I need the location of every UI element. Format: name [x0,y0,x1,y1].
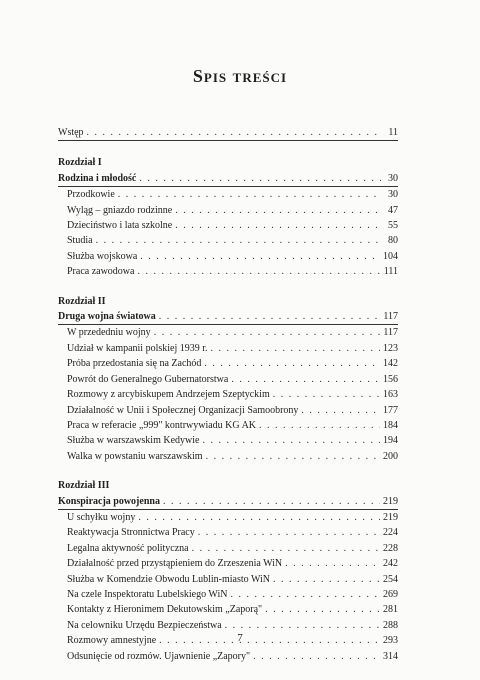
toc-subentry[interactable] [58,433,398,448]
dot-leader [259,418,380,433]
toc-subentry[interactable] [58,249,398,264]
toc-subentry[interactable] [58,525,398,540]
toc-entry-intro[interactable] [58,125,398,141]
toc-entry-page: 177 [383,404,398,416]
toc-subentry[interactable] [58,203,398,218]
dot-leader [192,541,380,556]
toc-entry-label: Legalna aktywność polityczna [67,542,189,554]
toc-entry-label: Konspiracja powojenna [58,495,160,507]
dot-leader [253,649,380,664]
toc-entry-label: Wstęp [58,127,84,138]
toc-entry-label: Praca zawodowa [67,266,135,278]
toc-entry-label: Służba wojskowa [67,250,138,262]
toc-entry-page: 11 [388,127,398,138]
toc-entry-page: 269 [383,588,398,600]
toc-entry-label: Rozmowy z arcybiskupem Andrzejem Szeptyckim [67,389,270,401]
toc-subentry[interactable] [58,418,398,433]
toc-entry-page: 254 [383,573,398,585]
toc-entry-label: Służba w warszawskim Kedywie [67,435,200,447]
dot-leader [137,264,380,279]
chapter-heading: Rozdział II [58,295,106,307]
toc-entry-page: 224 [383,527,398,539]
toc-entry-label: Kontakty z Hieronimem Dekutowskim „Zaporą" [67,604,263,616]
toc-entry-label: Udział w kampanii polskiej 1939 r. [67,342,208,354]
dot-leader [140,249,380,264]
dot-leader [211,341,380,356]
toc-subentry[interactable] [58,587,398,602]
toc-subentry[interactable] [58,218,398,233]
toc-entry-label: Studia [67,235,93,247]
toc-subentry[interactable] [58,449,398,464]
dot-leader [230,587,380,602]
toc-subentry[interactable] [58,387,398,402]
toc-chapter-entry[interactable] [58,494,398,510]
toc-subentry[interactable] [58,618,398,633]
toc-entry-page: 80 [388,235,398,247]
toc-entry-page: 288 [383,619,398,631]
toc-chapter-entry[interactable] [58,171,398,187]
toc-subentry[interactable] [58,233,398,248]
toc-entry-page: 55 [388,220,398,232]
toc-entry-page: 194 [383,435,398,447]
page-number: 7 [237,632,243,644]
toc-entry-page: 293 [383,635,398,647]
toc-entry-label: Walka w powstaniu warszawskim [67,450,203,462]
toc-entry-page: 163 [383,389,398,401]
dot-leader [175,203,381,218]
toc-entry-page: 47 [388,204,398,216]
dot-leader [154,325,381,340]
dot-leader [225,618,380,633]
toc-entry-page: 111 [383,266,398,278]
page-title: Spis treści [192,66,288,86]
toc-entry-label: Próba przedostania się na Zachód [67,358,202,370]
dot-leader [175,218,381,233]
toc-sections [58,155,398,664]
dot-leader [301,403,380,418]
toc-subentry[interactable] [58,264,398,279]
toc-entry-page: 219 [383,495,398,507]
toc-entry-page: 281 [383,604,398,616]
toc-entry-page: 30 [388,189,398,201]
toc-entry-page: 228 [383,542,398,554]
toc-entry-label: Rodzina i młodość [58,172,137,184]
toc-entry-label: Wyląg – gniazdo rodzinne [67,204,173,216]
dot-leader [87,125,381,140]
toc-subentry[interactable] [58,649,398,664]
chapter-heading: Rozdział I [58,157,102,169]
dot-leader [204,356,380,371]
dot-leader [206,449,380,464]
toc-entry-page: 30 [388,172,398,184]
toc-entry-page: 314 [383,650,398,662]
dot-leader [231,372,380,387]
dot-leader [163,494,380,509]
toc-entry-label: Na celowniku Urzędu Bezpieczeństwa [67,619,222,631]
toc-entry-page: 142 [383,358,398,370]
toc-subentry[interactable] [58,602,398,617]
toc-entry-label: Działalność przed przystąpieniem do Zrzeszenia WiN [67,558,283,570]
table-of-contents [58,125,398,664]
toc-subentry[interactable] [58,356,398,371]
toc-entry-label: Dzieciństwo i lata szkolne [67,220,173,232]
toc-subentry[interactable] [58,556,398,571]
toc-subentry[interactable] [58,541,398,556]
dot-leader [202,433,380,448]
toc-entry-page: 117 [383,327,398,339]
toc-entry-label: Działalność w Unii i Społecznej Organizacji Samoobrony [67,404,299,416]
dot-leader [96,233,381,248]
dot-leader [273,387,380,402]
toc-subentry[interactable] [58,341,398,356]
toc-subentry[interactable] [58,510,398,525]
toc-entry-page: 184 [383,419,398,431]
toc-entry-page: 219 [383,511,398,523]
toc-entry-label: Odsunięcie od rozmów. Ujawnienie „Zapory" [67,650,251,662]
toc-entry-page: 200 [383,450,398,462]
toc-entry-label: Praca w referacie „999" kontrwywiadu KG AK [67,419,257,431]
toc-subentry[interactable] [58,403,398,418]
toc-entry-label: Druga wojna światowa [58,311,156,323]
dot-leader [118,187,381,202]
toc-entry-label: Reaktywacja Stronnictwa Pracy [67,527,195,539]
dot-leader [285,556,380,571]
toc-entry-label: Przodkowie [67,189,115,201]
toc-entry-label: Rozmowy amnestyjne [67,635,157,647]
chapter-heading: Rozdział III [58,480,110,492]
dot-leader [198,525,380,540]
dot-leader [265,602,380,617]
toc-subentry[interactable] [58,572,398,587]
dot-leader [138,510,380,525]
toc-subentry[interactable] [58,187,398,202]
dot-leader [159,309,381,324]
dot-leader [139,171,381,186]
toc-entry-label: U schyłku wojny [67,511,136,523]
toc-subentry[interactable] [58,372,398,387]
toc-entry-label: W przededniu wojny [67,327,151,339]
toc-entry-label: Służba w Komendzie Obwodu Lublin-miasto WiN [67,573,270,585]
toc-entry-label: Na czele Inspektoratu Lubelskiego WiN [67,588,228,600]
toc-entry-label: Powrót do Generalnego Gubernatorstwa [67,373,229,385]
toc-subentry[interactable] [58,325,398,340]
toc-chapter-entry[interactable] [58,309,398,325]
dot-leader [273,572,380,587]
toc-entry-page: 156 [383,373,398,385]
toc-entry-page: 104 [383,250,398,262]
toc-entry-page: 123 [383,342,398,354]
toc-entry-page: 242 [383,558,398,570]
toc-entry-page: 117 [383,311,398,323]
